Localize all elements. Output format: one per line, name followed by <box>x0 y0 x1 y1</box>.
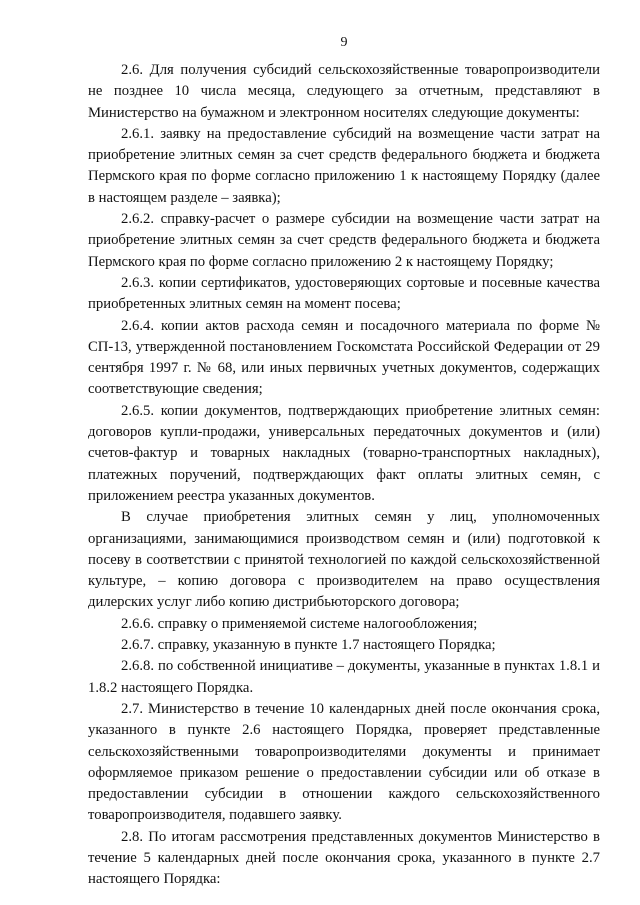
paragraph-2-6-7: 2.6.7. справку, указанную в пункте 1.7 настоящего Порядка; <box>121 637 496 654</box>
paragraph-2-8: 2.8. По итогам рассмотрения представленных документов Министерство в течение 5 календарных дней после окончания срока, указанного в пункте 2.7 настоящего Порядка: <box>88 828 600 888</box>
paragraph-2-6-8: 2.6.8. по собственной инициативе – документы, указанные в пунктах 1.8.1 и 1.8.2 настоящего Порядка. <box>88 658 600 696</box>
paragraph-2-6-2: 2.6.2. справку-расчет о размере субсидии на возмещение части затрат на приобретение элитных семян за счет средств федерального бюджета и бюджета Пермского края по форме согласно приложению 2 к настоящему Порядку; <box>88 211 600 270</box>
paragraph-2-6-3: 2.6.3. копии сертификатов, удостоверяющих сортовые и посевные качества приобретенных элитных семян на момент посева; <box>88 274 600 313</box>
paragraph-dealer-case: В случае приобретения элитных семян у лиц, уполномоченных организациями, занимающимися производством семян и (или) подготовкой к посеву в соответствии с принятой технологией по каждой сельскохозяйственной культуре, – копию договора с производителем на право осуществления дилерских услуг либо копию дистрибьюторского договора; <box>88 509 600 611</box>
paragraph-2-6-1: 2.6.1. заявку на предоставление субсидий на возмещение части затрат на приобретение элитных семян за счет средств федерального бюджета и бюджета Пермского края по форме согласно приложению 1 к настоящему Порядку (далее в настоящем разделе – заявка); <box>88 125 600 206</box>
paragraph-2-6-5: 2.6.5. копии документов, подтверждающих приобретение элитных семян: договоров купли-продажи, универсальных передаточных документов и (или) счетов-фактур и товарных накладных (товарно-транспортных накладных), платежных поручений, подтверждающих факт оплаты элитных семян, с приложением реестра указанных документов. <box>88 402 600 504</box>
page-number: 9 <box>340 35 348 50</box>
paragraph-2-6-6: 2.6.6. справку о применяемой системе налогообложения; <box>121 615 478 632</box>
paragraph-2-6-4: 2.6.4. копии актов расхода семян и посадочного материала по форме № СП-13, утвержденной постановлением Госкомстата Российской Федерации от 29 сентября 1997 г. № 68, или иных первичных учетных документов, содержащих соответствующие сведения; <box>88 317 600 398</box>
paragraph-2-6: 2.6. Для получения субсидий сельскохозяйственные товаропроизводители не позднее 10 числа месяца, следующего за отчетным, представляют в Министерство на бумажном и электронном носителях следующие документы: <box>88 62 600 121</box>
paragraph-2-7: 2.7. Министерство в течение 10 календарных дней после окончания срока, указанного в пункте 2.6 настоящего Порядка, проверяет представленные сельскохозяйственными товаропроизводителями документы и принимает оформляемое приказом решение о предоставлении субсидии или об отказе в предоставлении субсидии в отношении каждого сельскохозяйственного товаропроизводителя, подавшего заявку. <box>88 700 600 824</box>
